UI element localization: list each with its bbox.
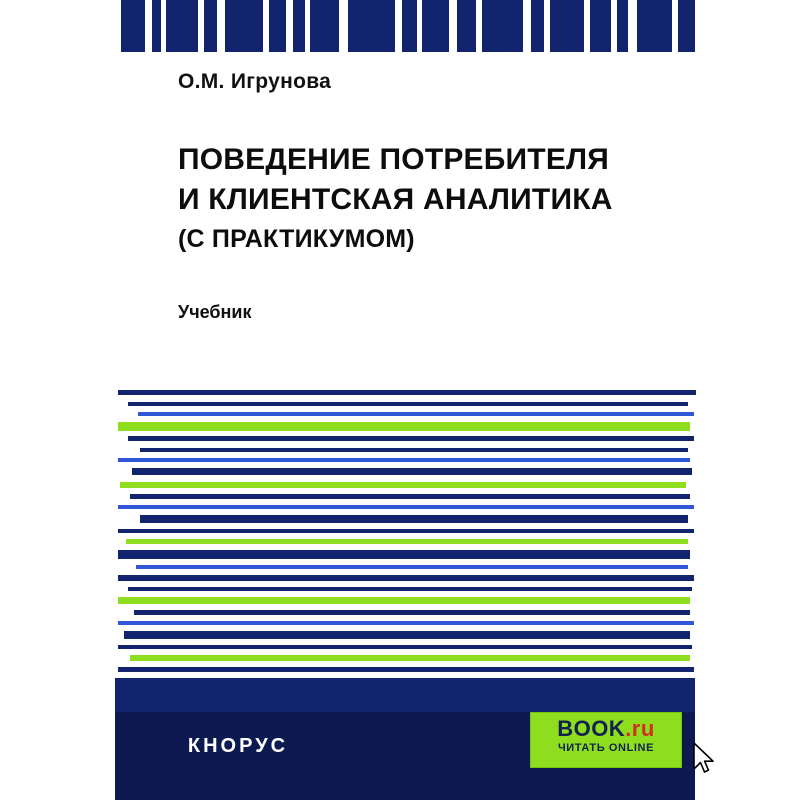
decorative-stripe xyxy=(128,587,692,591)
top-band-stripe xyxy=(145,0,152,52)
bookru-brand-tld: .ru xyxy=(625,716,655,741)
publisher-name: КНОРУС xyxy=(187,735,289,757)
decorative-stripe xyxy=(124,631,690,639)
decorative-stripe xyxy=(118,422,690,431)
top-band-stripe xyxy=(422,0,448,52)
bookru-badge[interactable] xyxy=(530,712,682,768)
decorative-stripe xyxy=(118,597,690,604)
top-band-stripe xyxy=(310,0,338,52)
top-band-stripe xyxy=(339,0,348,52)
top-band-stripe xyxy=(152,0,161,52)
decorative-stripe xyxy=(130,494,690,499)
edition-type: Учебник xyxy=(178,302,252,323)
top-band-stripe xyxy=(590,0,611,52)
top-band-stripe xyxy=(217,0,225,52)
top-band-stripe xyxy=(395,0,402,52)
top-band-stripe xyxy=(482,0,524,52)
author-name: О.М. Игрунова xyxy=(178,70,332,93)
title-block xyxy=(0,70,800,323)
decorative-stripe xyxy=(134,610,690,615)
decorative-stripe xyxy=(136,565,688,569)
decorative-stripe xyxy=(118,575,694,581)
top-stripe-band xyxy=(115,0,695,52)
top-band-stripe xyxy=(269,0,286,52)
decorative-stripe xyxy=(118,505,694,509)
top-band-stripe xyxy=(293,0,304,52)
top-band-stripe xyxy=(531,0,544,52)
top-band-stripe xyxy=(286,0,294,52)
top-band-stripe xyxy=(121,0,146,52)
horizontal-stripe-decoration xyxy=(0,388,800,718)
page-title xyxy=(178,140,680,219)
top-band-stripe xyxy=(584,0,591,52)
top-band-stripe xyxy=(523,0,531,52)
top-band-stripe xyxy=(617,0,628,52)
decorative-stripe xyxy=(118,390,696,395)
decorative-stripe xyxy=(118,458,690,462)
top-band-stripe xyxy=(628,0,636,52)
top-band-stripe xyxy=(550,0,584,52)
title-line-2: И КЛИЕНТСКАЯ АНАЛИТИКА xyxy=(178,182,613,216)
decorative-stripe xyxy=(130,655,690,661)
decorative-stripe xyxy=(118,667,694,672)
top-band-stripe xyxy=(449,0,457,52)
bookru-badge-subtitle: ЧИТАТЬ ONLINE xyxy=(557,742,655,755)
top-band-stripe xyxy=(225,0,263,52)
decorative-stripe xyxy=(118,529,694,533)
decorative-stripe xyxy=(138,412,694,416)
decorative-stripe xyxy=(140,515,688,523)
bookru-brand-main: BOOK xyxy=(557,716,626,741)
top-band-stripe xyxy=(204,0,217,52)
bookru-brand xyxy=(531,717,681,740)
title-line-1: ПОВЕДЕНИЕ ПОТРЕБИТЕЛЯ xyxy=(178,143,610,176)
decorative-stripe xyxy=(128,402,688,406)
top-band-stripe xyxy=(402,0,417,52)
decorative-stripe xyxy=(120,482,686,488)
top-band-stripe xyxy=(637,0,673,52)
top-band-stripe xyxy=(678,0,695,52)
decorative-stripe xyxy=(140,448,688,452)
decorative-stripe xyxy=(118,621,694,625)
decorative-stripe xyxy=(132,468,692,475)
title-parenthetical: (С ПРАКТИКУМОМ) xyxy=(178,225,415,254)
top-band-stripe xyxy=(457,0,476,52)
decorative-stripe xyxy=(118,645,692,649)
decorative-stripe xyxy=(126,539,688,544)
decorative-stripe xyxy=(118,550,690,559)
top-band-stripe xyxy=(348,0,395,52)
decorative-stripe xyxy=(128,436,694,441)
top-band-stripe xyxy=(166,0,198,52)
